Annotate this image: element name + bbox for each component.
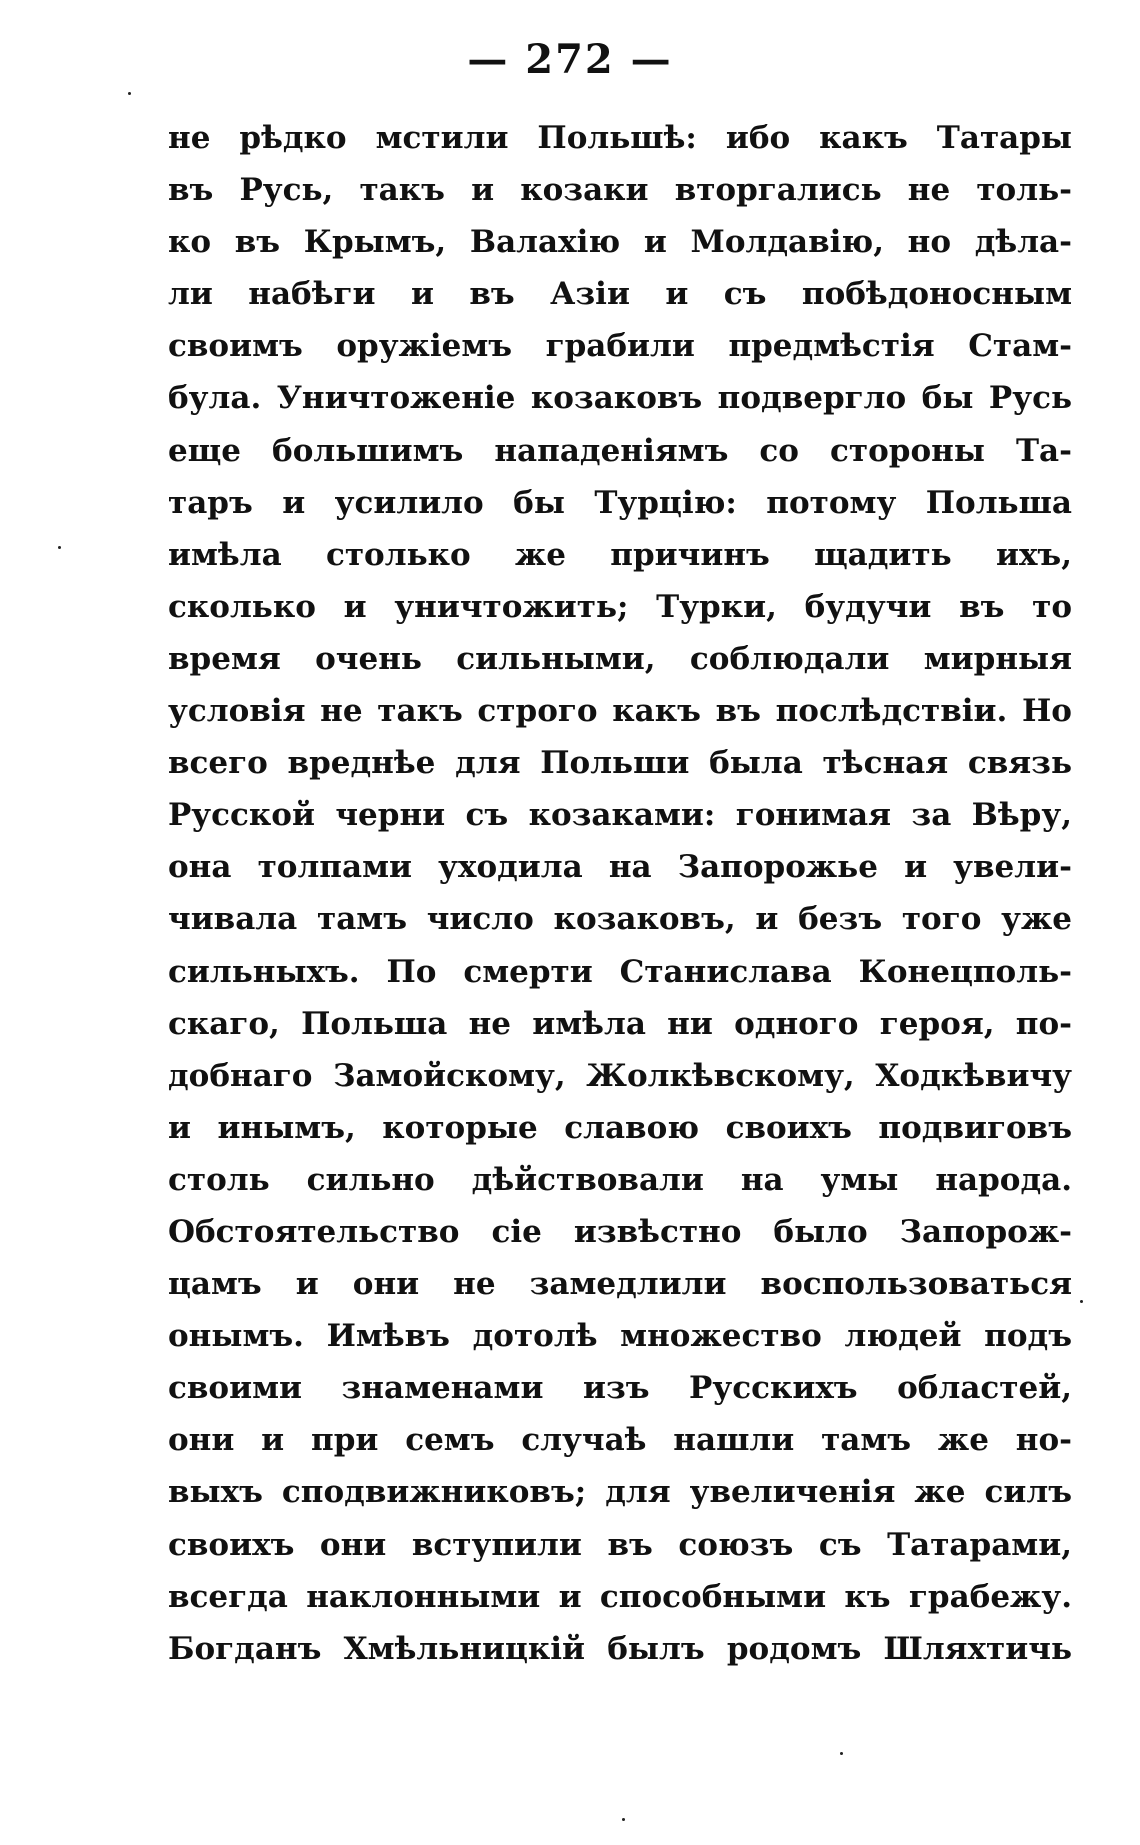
text-line: своими знаменами изъ Русскихъ областей, — [168, 1370, 1072, 1407]
text-line: они и при семъ случаѣ нашли тамъ же но- — [168, 1422, 1072, 1459]
paper-speck — [840, 1752, 843, 1755]
text-line: имѣла столько же причинъ щадить ихъ, — [168, 536, 1072, 573]
text-line: цамъ и они не замедлили воспользоваться — [168, 1266, 1072, 1303]
text-line: ли набѣги и въ Азіи и съ побѣдоносным — [168, 276, 1072, 313]
text-line: сильныхъ. По смерти Станислава Конецполь- — [168, 953, 1072, 990]
text-line: столь сильно дѣйствовали на умы народа. — [168, 1161, 1072, 1198]
paper-speck — [58, 546, 61, 549]
paper-speck — [1080, 1300, 1083, 1303]
text-line: въ Русь, такъ и козаки вторгались не толь- — [168, 172, 1072, 209]
text-line: Обстоятельство сіе извѣстно было Запорож- — [168, 1213, 1072, 1250]
text-line: скаго, Польша не имѣла ни одного героя, по- — [168, 1005, 1072, 1042]
text-line: Богданъ Хмѣльницкій былъ родомъ Шляхтичь — [168, 1630, 1072, 1667]
text-line: своихъ они вступили въ союзъ съ Татарами, — [168, 1526, 1072, 1563]
page-number-header: — 272 — — [467, 36, 673, 83]
text-line: була. Уничтоженіе козаковъ подвергло бы Русь — [168, 380, 1072, 417]
text-line: выхъ сподвижниковъ; для увеличенія же силъ — [168, 1474, 1072, 1511]
text-line: добнаго Замойскому, Жолкѣвскому, Ходкѣвичу — [168, 1057, 1072, 1094]
text-line: Русской черни съ козаками: гонимая за Вѣру, — [168, 797, 1072, 834]
text-line: таръ и усилило бы Турцію: потому Польша — [168, 484, 1072, 521]
paper-speck — [622, 1818, 625, 1821]
text-line: ко въ Крымъ, Валахію и Молдавію, но дѣла- — [168, 224, 1072, 261]
text-line: всего вреднѣе для Польши была тѣсная связь — [168, 745, 1072, 782]
text-line: своимъ оружіемъ грабили предмѣстія Стам- — [168, 328, 1072, 365]
text-line: она толпами уходила на Запорожье и увели- — [168, 849, 1072, 886]
page-body-text — [168, 112, 1072, 1675]
text-line: всегда наклонными и способными къ грабежу. — [168, 1578, 1072, 1615]
text-line: не рѣдко мстили Польшѣ: ибо какъ Татары — [168, 120, 1072, 156]
text-line: и инымъ, которые славою своихъ подвиговъ — [168, 1109, 1072, 1146]
text-line: время очень сильными, соблюдали мирныя — [168, 640, 1072, 677]
text-line: еще большимъ нападеніямъ со стороны Та- — [168, 432, 1072, 469]
text-line: сколько и уничтожить; Турки, будучи въ то — [168, 588, 1072, 625]
text-line: условія не такъ строго какъ въ послѣдствіи. Но — [168, 693, 1072, 730]
text-line: онымъ. Имѣвъ дотолѣ множество людей подъ — [168, 1318, 1072, 1355]
paper-speck — [128, 92, 131, 95]
text-line: чивала тамъ число козаковъ, и безъ того уже — [168, 901, 1072, 938]
